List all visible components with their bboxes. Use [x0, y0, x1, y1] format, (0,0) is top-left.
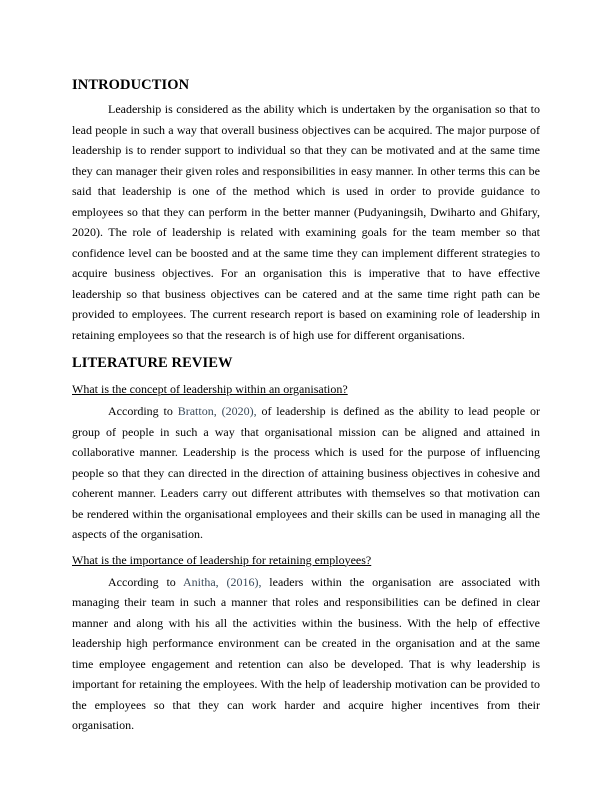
question-importance-of-leadership: What is the importance of leadership for retaining employees? [72, 552, 372, 567]
question-concept-of-leadership: What is the concept of leadership within an organisation? [72, 382, 348, 396]
literature-review-heading: LITERATURE REVIEW [72, 355, 233, 371]
page-content [72, 76, 540, 736]
concept-paragraph [72, 401, 540, 545]
importance-lead-text: According to [108, 574, 183, 589]
introduction-heading: INTRODUCTION [72, 77, 190, 93]
introduction-paragraph: Leadership is considered as the ability which is undertaken by the organisation so that to lead people in such a way that overall business objectives can be acquired. The major purpose of leadership is to render support to individual so that they can be motivated and at the same time they can manager their given roles and responsibilities in easy manner. In other terms this can be said that leadership is one of the method which is used in order to provide guidance to employees so that they can perform in the better manner (Pudyaningsih, Dwiharto and Ghifary, 2020). The role of leadership is related with examining goals for the team member so that confidence level can be boosted and at the same time they can implement different strategies to acquire business objectives. For an organisation this is imperative that to have effective leadership so that business objectives can be catered and at the same time right path can be provided to employees. The current research report is based on examining role of leadership in retaining employees so that the research is of high use for different organisations. [72, 102, 540, 342]
importance-paragraph [72, 572, 540, 736]
concept-body-text: of leadership is defined as the ability to lead people or group of people in such a way that organisational mission can be aligned and attained in collaborative manner. Leadership is the process which is used for the purpose of influencing people so that they can directed in the direction of attaining business objectives in cohesive and coherent manner. Leaders carry out different attributes with themselves so that motivation can be rendered within the organisational employees and their skills can be used in managing all the aspects of the organisation. [72, 404, 540, 541]
citation-anitha: Anitha, (2016), [182, 574, 262, 589]
concept-lead-text: According to [108, 404, 178, 418]
importance-body-text: leaders within the organisation are associated with managing their team in such a manner that roles and responsibilities can be defined in clear manner and along with his all the activities within the business. With the help of effective leadership high performance environment can be created in the organisation and at the same time employee engagement and retention can also be developed. That is why leadership is important for retaining the employees. With the help of leadership motivation can be provided to the employees so that they can work harder and acquire higher incentives from their organisation. [72, 574, 540, 732]
citation-bratton: Bratton, (2020), [177, 404, 257, 418]
